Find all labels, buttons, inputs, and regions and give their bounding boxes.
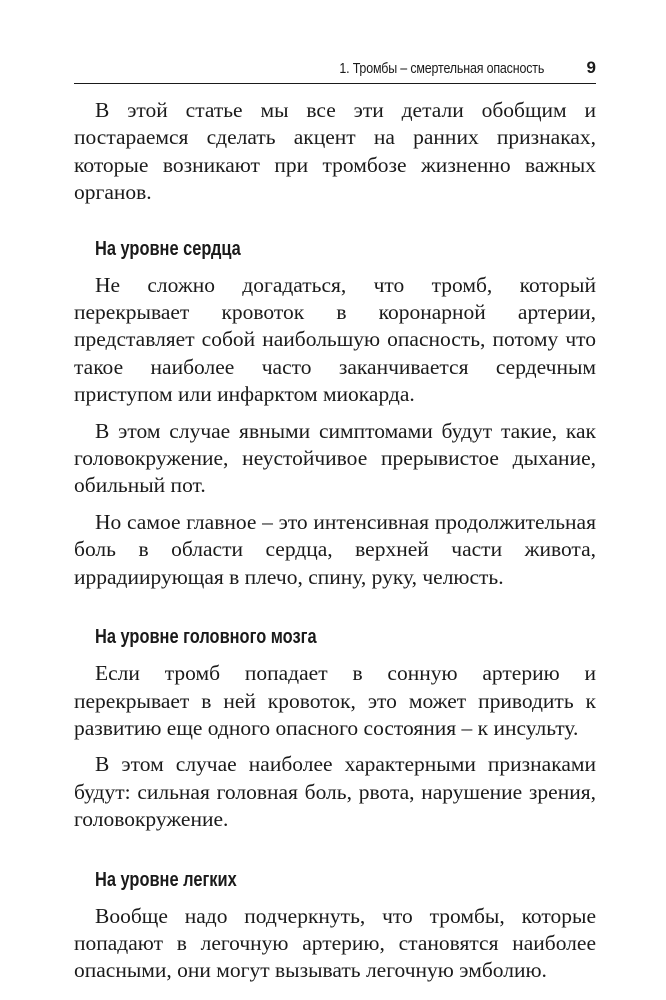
paragraph: Если тромб попадает в сонную артерию и перекрывает в ней кровоток, это может приводить к развитию еще одного опасного состояния – к инсульту. — [74, 661, 596, 740]
paragraph: В этом случае наиболее характерными признаками будут: сильная головная боль, рвота, нарушение зрения, головокружение. — [74, 752, 596, 832]
section-heading-brain: На уровне головного мозга — [95, 626, 317, 649]
section-heading-heart: На уровне сердца — [95, 237, 241, 260]
paragraph: В этом случае явными симптомами будут такие, как головокружение, неустойчивое прерывистое дыхание, обильный пот. — [74, 418, 596, 498]
section-heading-lungs: На уровне легких — [95, 868, 237, 891]
page-number: 9 — [586, 58, 596, 77]
intro-paragraph: В этой статье мы все эти детали обобщим и постараемся сделать акцент на ранних признаках, которые возникают при тромбозе жизненно важных органов. — [74, 98, 596, 205]
running-header — [74, 55, 596, 84]
paragraph: Не сложно догадаться, что тромб, который перекрывает кровоток в коронарной артерии, представляет собой наибольшую опасность, потому что такое наиболее часто заканчивается сердечным приступом или инфарктом миокарда. — [74, 272, 596, 407]
running-title: 1. Тромбы – смертельная опасность — [339, 61, 544, 77]
paragraph: Но самое главное – это интенсивная продолжительная боль в области сердца, верхней части живота, иррадиирующая в плечо, спину, руку, челюсть. — [74, 509, 596, 589]
paragraph: Вообще надо подчеркнуть, что тромбы, которые попадают в легочную артерию, становятся наиболее опасными, они могут вызывать легочную эмболию. — [74, 903, 596, 983]
page-body — [74, 97, 596, 994]
